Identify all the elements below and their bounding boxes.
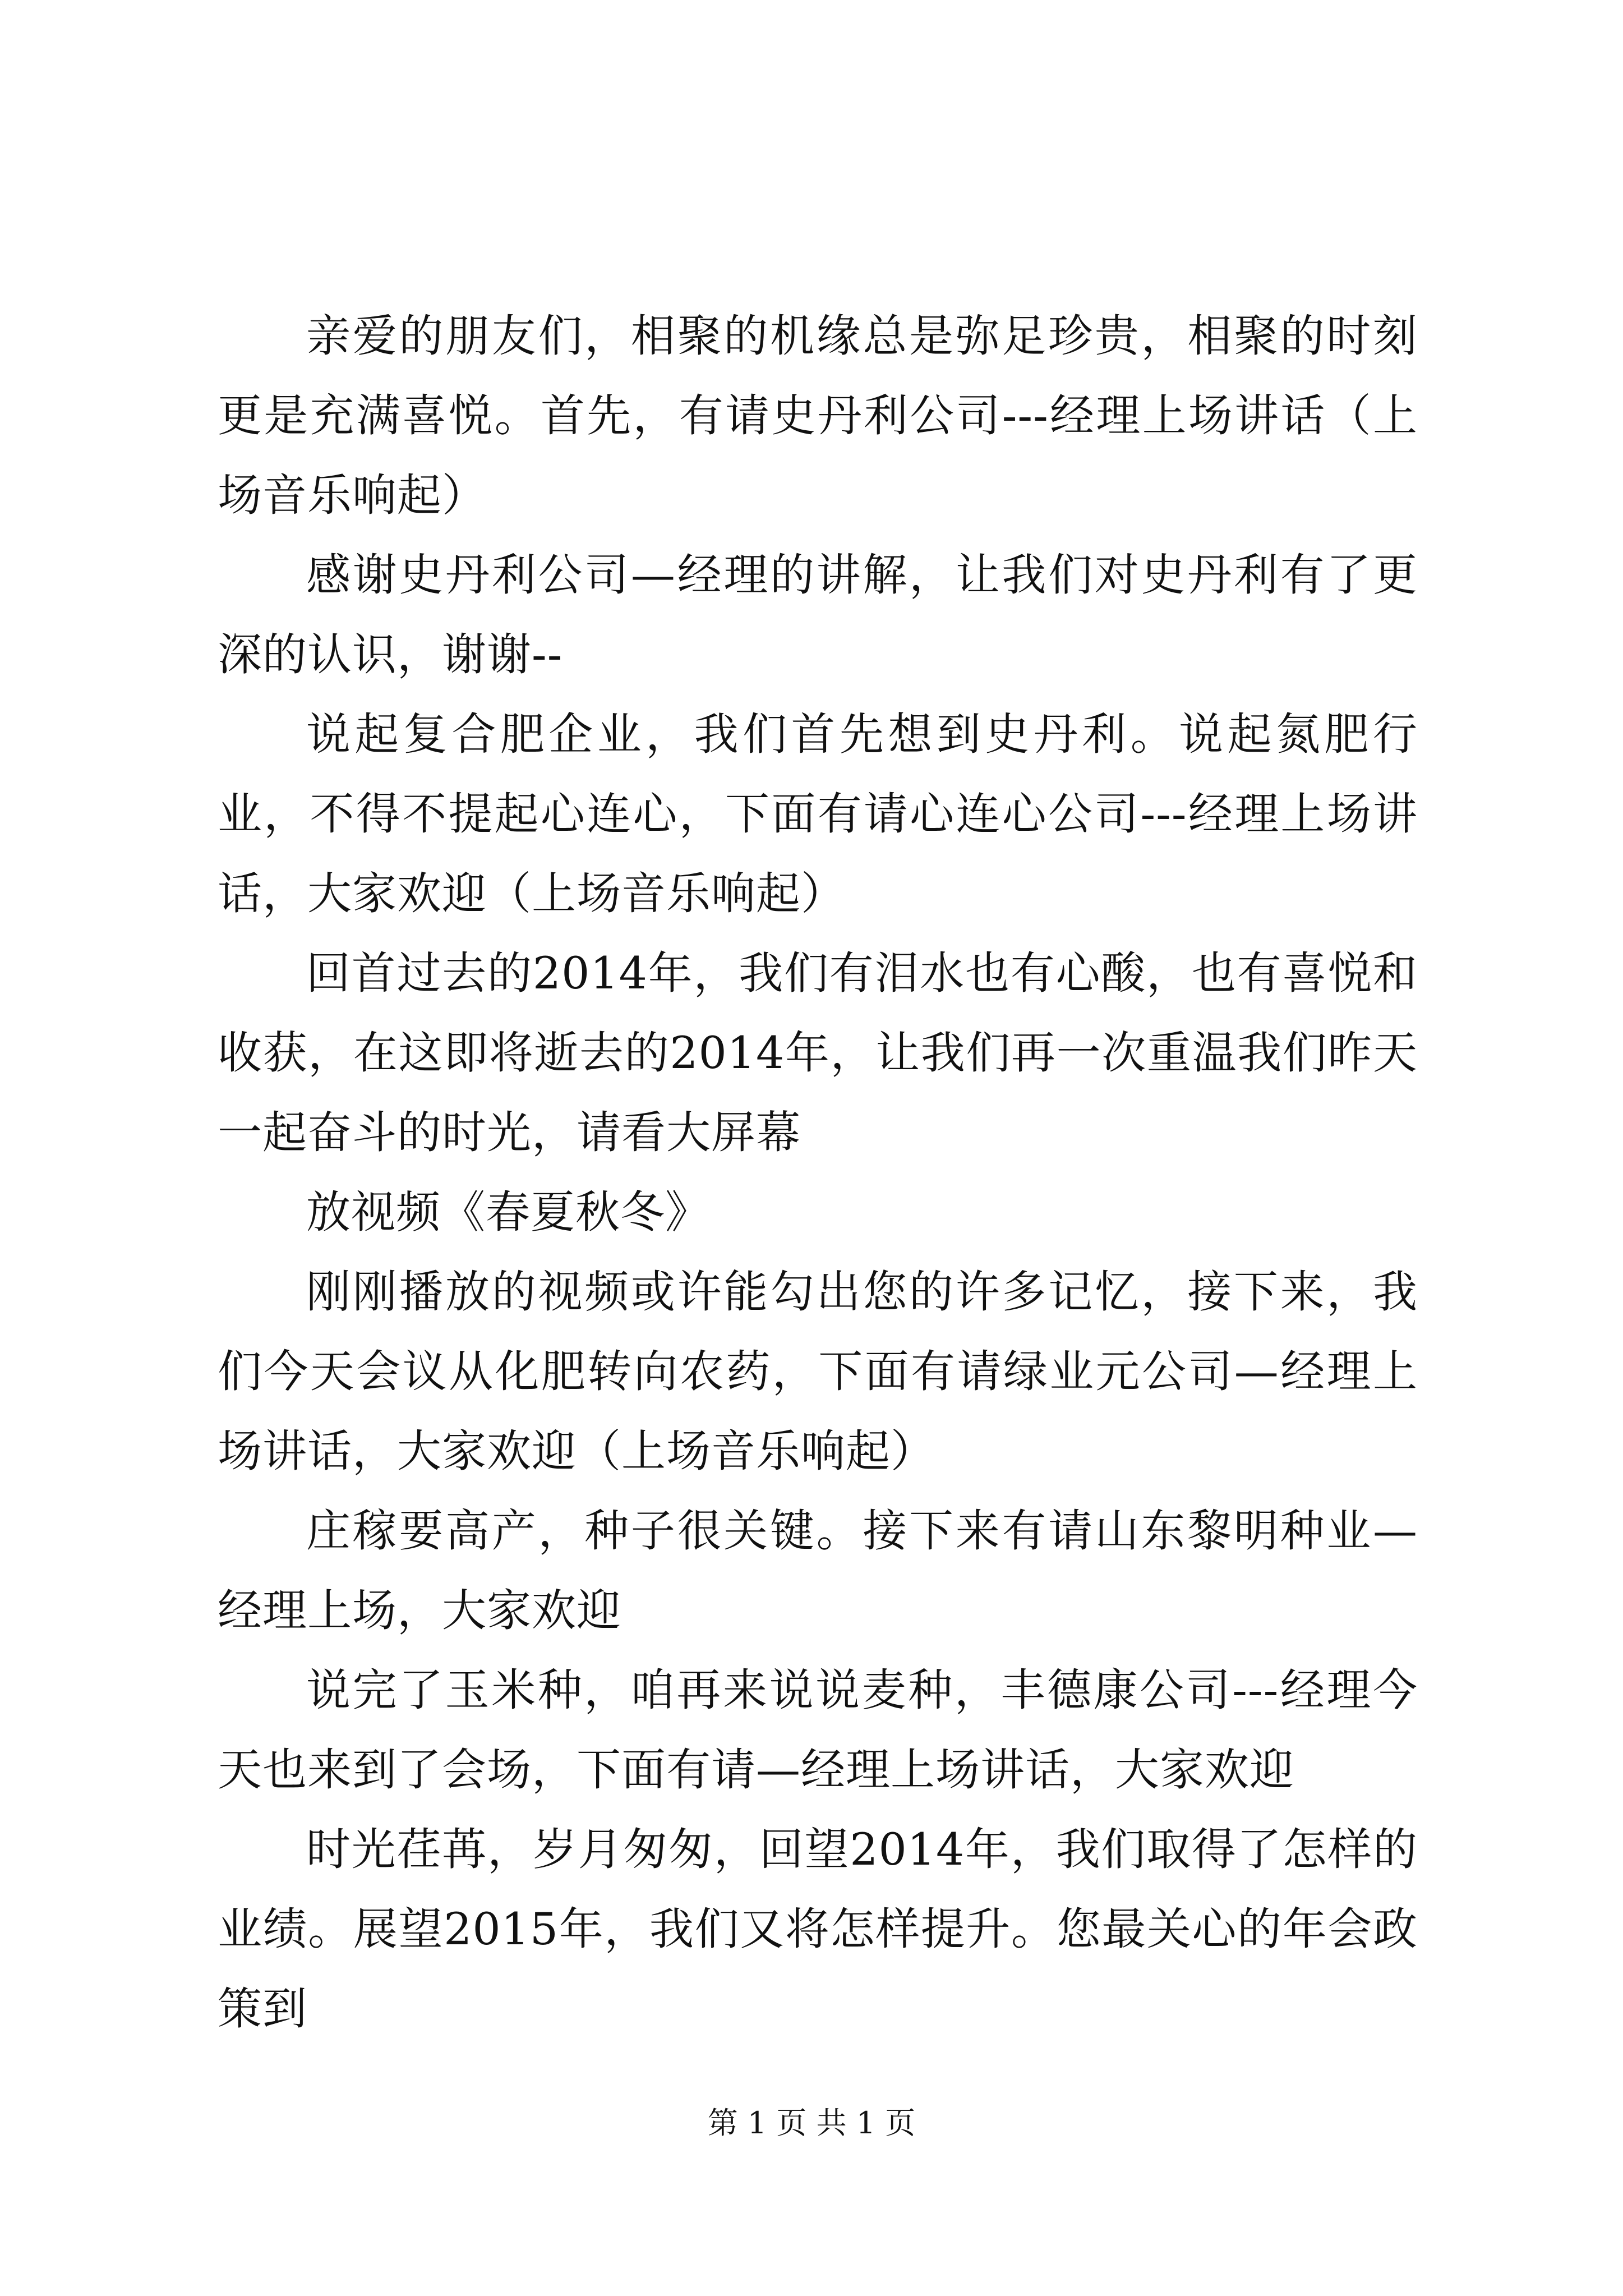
paragraph-3: 说起复合肥企业，我们首先想到史丹利。说起氮肥行业，不得不提起心连心，下面有请心连心公司---经理上场讲话，大家欢迎（上场音乐响起） <box>218 708 1418 919</box>
paragraph-8: 说完了玉米种，咱再来说说麦种，丰德康公司---经理今天也来到了会场，下面有请—经理上场讲话，大家欢迎 <box>218 1664 1418 1796</box>
document-body <box>218 296 1418 2049</box>
page-footer: 第 1 页 共 1 页 <box>707 2105 916 2141</box>
paragraph-2: 感谢史丹利公司—经理的讲解，让我们对史丹利有了更深的认识，谢谢-- <box>218 549 1418 680</box>
paragraph-6: 刚刚播放的视频或许能勾出您的许多记忆，接下来，我们今天会议从化肥转向农药，下面有请绿业元公司—经理上场讲话，大家欢迎（上场音乐响起） <box>218 1266 1418 1477</box>
paragraph-4: 回首过去的2014年，我们有泪水也有心酸，也有喜悦和收获，在这即将逝去的2014年，让我们再一次重温我们昨天一起奋斗的时光，请看大屏幕 <box>218 947 1418 1158</box>
paragraph-1: 亲爱的朋友们，相聚的机缘总是弥足珍贵，相聚的时刻更是充满喜悦。首先，有请史丹利公司---经理上场讲话（上场音乐响起） <box>218 310 1418 521</box>
paragraph-9: 时光荏苒，岁月匆匆，回望2014年，我们取得了怎样的业绩。展望2015年，我们又将怎样提升。您最关心的年会政策到 <box>218 1824 1418 2035</box>
paragraph-5: 放视频《春夏秋冬》 <box>306 1186 710 1238</box>
paragraph-7: 庄稼要高产，种子很关键。接下来有请山东黎明种业—经理上场，大家欢迎 <box>218 1505 1418 1636</box>
